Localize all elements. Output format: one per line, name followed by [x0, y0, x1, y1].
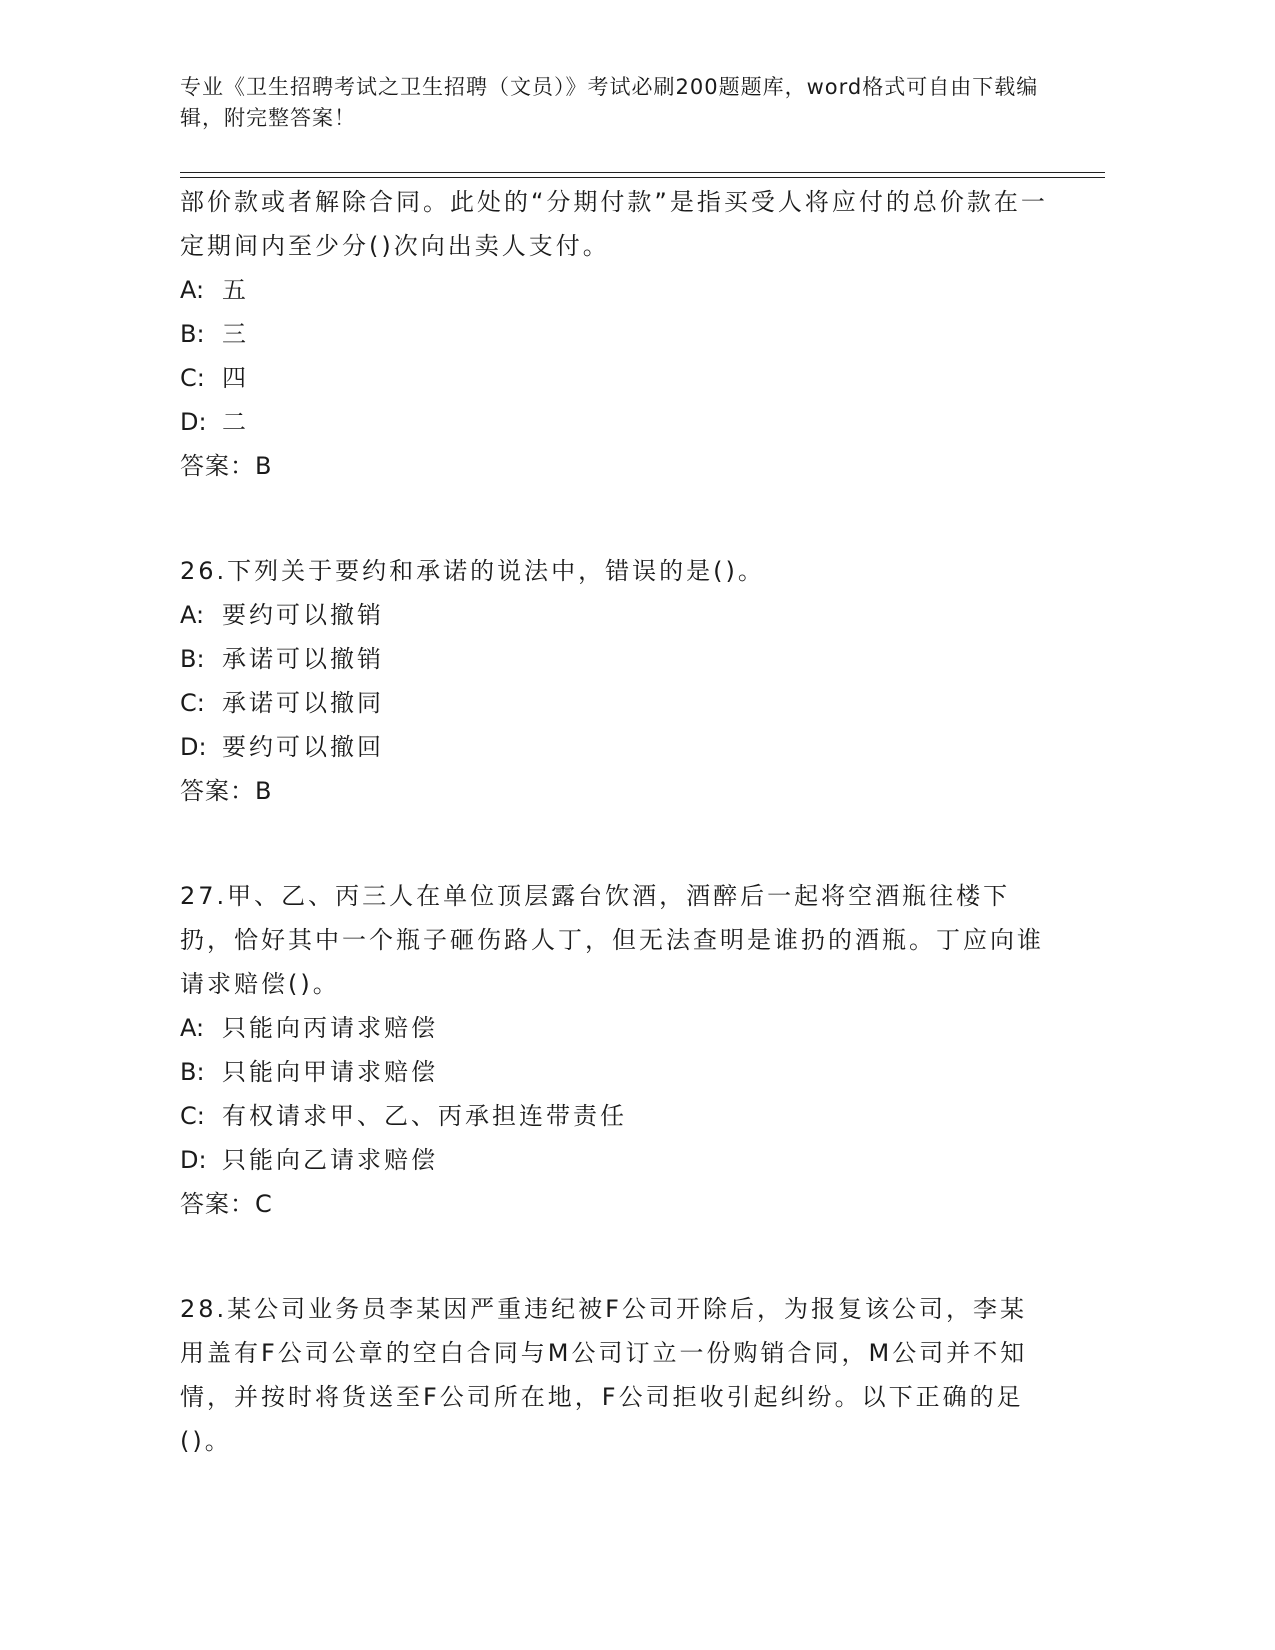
option-text: 三	[222, 320, 249, 348]
page-header: 专业《卫生招聘考试之卫生招聘（文员）》考试必刷200题题库，word格式可自由下载编辑，附完整答案！	[180, 75, 1039, 130]
question-stem: 28.某公司业务员李某因严重违纪被F公司开除后，为报复该公司，李某用盖有F公司公章的空白合同与M公司订立一份购销合同，M公司并不知情，并按时将货送至F公司所在地，F公司拒收引起纠纷。以下正确的足()。	[180, 1295, 1028, 1455]
option-letter: D:	[180, 408, 207, 436]
option-text: 只能向丙请求赔偿	[222, 1014, 438, 1042]
option-c	[180, 356, 1050, 400]
option-a	[180, 1006, 1050, 1050]
option-text: 要约可以撤回	[222, 733, 384, 761]
option-letter: D:	[180, 733, 207, 761]
question-stem: 部价款或者解除合同。此处的“分期付款”是指买受人将应付的总价款在一定期间内至少分()次向出卖人支付。	[180, 188, 1048, 260]
header-divider	[180, 172, 1105, 178]
option-letter: A:	[180, 601, 205, 629]
option-letter: C:	[180, 689, 205, 717]
option-text: 只能向甲请求赔偿	[222, 1058, 438, 1086]
option-c	[180, 681, 1050, 725]
option-b	[180, 1050, 1050, 1094]
question-stem: 27.甲、乙、丙三人在单位顶层露台饮酒，酒醉后一起将空酒瓶往楼下扔，恰好其中一个瓶子砸伤路人丁，但无法查明是谁扔的酒瓶。丁应向谁请求赔偿()。	[180, 882, 1044, 998]
document-body	[180, 180, 1050, 1463]
option-letter: A:	[180, 1014, 205, 1042]
option-text: 有权请求甲、乙、丙承担连带责任	[222, 1102, 627, 1130]
option-a	[180, 593, 1050, 637]
option-text: 二	[222, 408, 249, 436]
option-letter: B:	[180, 645, 205, 673]
answer: 答案：C	[180, 1190, 273, 1218]
option-a	[180, 268, 1050, 312]
option-letter: A:	[180, 276, 205, 304]
option-text: 五	[222, 276, 249, 304]
option-text: 只能向乙请求赔偿	[222, 1146, 438, 1174]
option-b	[180, 312, 1050, 356]
option-letter: C:	[180, 364, 205, 392]
option-letter: B:	[180, 320, 205, 348]
option-b	[180, 637, 1050, 681]
option-letter: C:	[180, 1102, 205, 1130]
question-26	[180, 549, 1050, 813]
option-text: 承诺可以撤同	[222, 689, 384, 717]
option-d	[180, 1138, 1050, 1182]
option-text: 四	[222, 364, 249, 392]
question-27	[180, 874, 1050, 1226]
answer: 答案：B	[180, 452, 273, 480]
question-stem: 26.下列关于要约和承诺的说法中，错误的是()。	[180, 557, 765, 585]
question-28	[180, 1287, 1050, 1463]
option-d	[180, 400, 1050, 444]
question-continued	[180, 180, 1050, 488]
option-text: 要约可以撤销	[222, 601, 384, 629]
option-letter: D:	[180, 1146, 207, 1174]
option-text: 承诺可以撤销	[222, 645, 384, 673]
option-c	[180, 1094, 1050, 1138]
option-d	[180, 725, 1050, 769]
answer: 答案：B	[180, 777, 273, 805]
option-letter: B:	[180, 1058, 205, 1086]
